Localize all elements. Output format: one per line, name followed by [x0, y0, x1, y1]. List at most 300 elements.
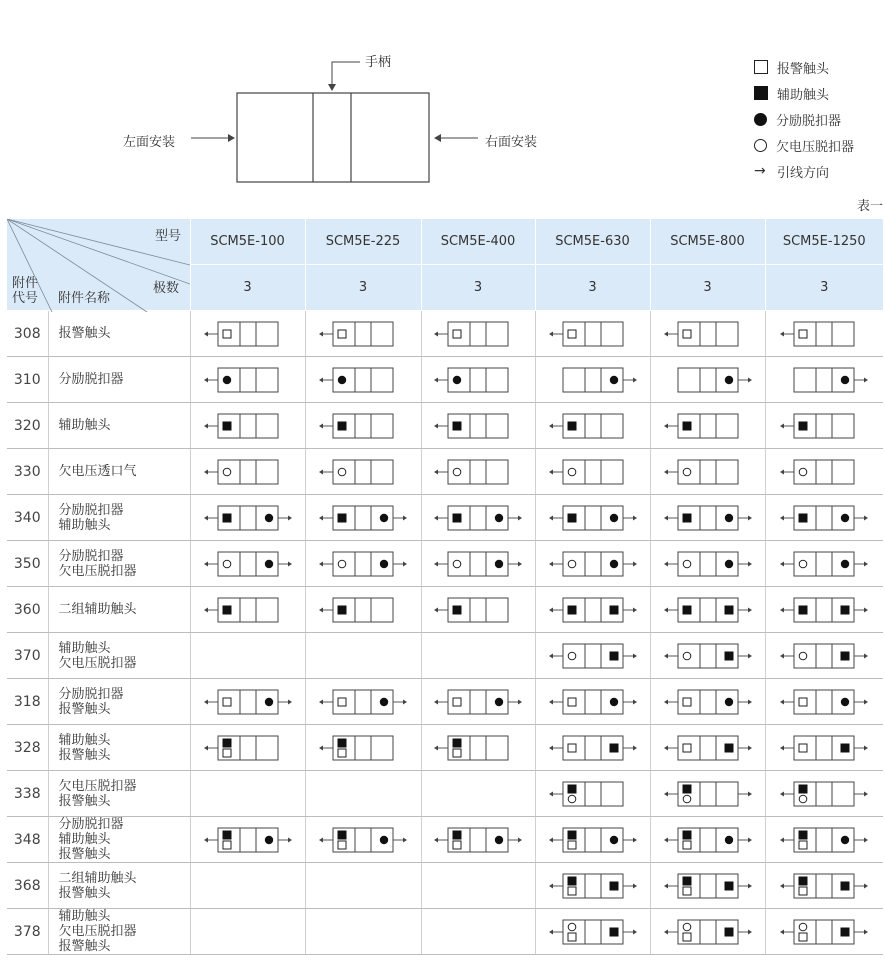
accessory-symbol [778, 412, 870, 440]
accessory-code: 340 [7, 495, 48, 541]
symbol-cell [765, 771, 883, 817]
symbol-cell [765, 495, 883, 541]
accessory-name-line: 分励脱扣器 [58, 502, 124, 518]
accessory-symbol [432, 826, 524, 854]
accessory-name [48, 495, 190, 541]
accessory-name [48, 633, 190, 679]
shunt-release-icon [495, 513, 503, 521]
shunt-release-icon [222, 375, 230, 383]
accessory-symbol [778, 550, 870, 578]
legend-lead-direction [754, 162, 829, 180]
accessory-code: 350 [7, 541, 48, 587]
accessory-name-line: 分励脱扣器 [58, 372, 124, 387]
accessory-name-line: 分励脱扣器 [58, 686, 124, 702]
symbol-cell [305, 587, 421, 633]
symbol-cell [305, 633, 421, 679]
accessory-symbol [202, 366, 294, 394]
model-cell: SCM5E-400 [421, 219, 535, 265]
symbol-cell [535, 541, 650, 587]
symbol-cell [421, 403, 535, 449]
accessory-name [48, 771, 190, 817]
auxiliary-contact-icon [799, 876, 808, 885]
alarm-contact-icon [568, 744, 576, 752]
symbol-cell [305, 357, 421, 403]
accessory-symbol [547, 504, 639, 532]
accessory-name-line: 二组辅助触头 [58, 602, 137, 617]
shunt-release-icon [453, 375, 461, 383]
shunt-release-icon [380, 513, 388, 521]
accessory-code: 328 [7, 725, 48, 771]
symbol-cell [421, 725, 535, 771]
symbol-cell [535, 771, 650, 817]
symbol-cell [305, 449, 421, 495]
shunt-release-icon [609, 835, 617, 843]
symbol-cell [765, 909, 883, 955]
symbol-cell [535, 403, 650, 449]
undervoltage-release-icon [683, 560, 691, 568]
accessory-symbol [778, 734, 870, 762]
accessory-symbol [432, 412, 524, 440]
shunt-release-icon [264, 835, 272, 843]
accessory-name-line: 欠电压脱扣器 [58, 924, 137, 939]
accessory-symbol [662, 320, 754, 348]
accessory-name [48, 587, 190, 633]
auxiliary-contact-icon [222, 738, 231, 747]
accessory-symbol [202, 504, 294, 532]
table-row [7, 541, 883, 587]
symbol-cell [305, 909, 421, 955]
undervoltage-release-icon [683, 468, 691, 476]
accessory-name-line: 报警触头 [58, 939, 111, 954]
symbol-cell [765, 679, 883, 725]
shunt-release-icon [609, 375, 617, 383]
symbol-cell [190, 357, 305, 403]
model-cell: SCM5E-1250 [765, 219, 883, 265]
legend-undervoltage-release [754, 136, 854, 154]
accessory-code: 348 [7, 817, 48, 863]
accessory-symbol [202, 596, 294, 624]
model-cell: SCM5E-225 [305, 219, 421, 265]
accessory-symbol [202, 412, 294, 440]
symbol-cell [535, 587, 650, 633]
accessory-symbol [317, 688, 409, 716]
accessory-name [48, 311, 190, 357]
accessory-symbol [317, 550, 409, 578]
accessory-symbol [317, 458, 409, 486]
accessory-name [48, 403, 190, 449]
auxiliary-contact-icon [338, 605, 347, 614]
undervoltage-release-icon [338, 560, 346, 568]
code-header-label-2: 代号 [12, 291, 39, 306]
accessory-name [48, 449, 190, 495]
poles-cell: 3 [765, 265, 883, 311]
accessory-symbol [432, 734, 524, 762]
handle-label: 手柄 [365, 55, 392, 70]
filled-circle-icon [754, 113, 767, 126]
accessory-name-line: 欠电压脱扣器 [58, 655, 137, 671]
symbol-cell [421, 863, 535, 909]
accessory-symbol [547, 780, 639, 808]
symbol-cell [421, 541, 535, 587]
poles-cell: 3 [650, 265, 765, 311]
accessory-name-line: 报警触头 [58, 847, 111, 862]
symbol-cell [650, 311, 765, 357]
symbol-cell [190, 725, 305, 771]
symbol-cell [765, 817, 883, 863]
table-row [7, 403, 883, 449]
shunt-release-icon [724, 835, 732, 843]
symbol-cell [650, 495, 765, 541]
accessory-name-line: 辅助触头 [58, 909, 111, 924]
auxiliary-contact-icon [609, 881, 618, 890]
accessory-name-line: 辅助触头 [58, 517, 111, 533]
symbol-cell [765, 863, 883, 909]
auxiliary-contact-icon [682, 784, 691, 793]
symbol-cell [305, 817, 421, 863]
accessory-symbol [317, 826, 409, 854]
table-row [7, 909, 883, 955]
arrow-right-icon: → [754, 163, 766, 179]
accessory-symbol [432, 550, 524, 578]
table-row [7, 495, 883, 541]
symbol-cell [650, 863, 765, 909]
accessory-symbol [778, 826, 870, 854]
accessory-code: 370 [7, 633, 48, 679]
auxiliary-contact-icon [567, 421, 576, 430]
shunt-release-icon [724, 375, 732, 383]
model-cell: SCM5E-100 [190, 219, 305, 265]
accessory-symbol [202, 734, 294, 762]
accessory-symbol [432, 596, 524, 624]
symbol-cell [305, 311, 421, 357]
shunt-release-icon [495, 559, 503, 567]
auxiliary-contact-icon [841, 651, 850, 660]
table-label: 表一 [856, 199, 883, 214]
auxiliary-contact-icon [609, 743, 618, 752]
accessory-symbol [662, 872, 754, 900]
accessory-symbol [778, 918, 870, 946]
auxiliary-contact-icon [567, 784, 576, 793]
auxiliary-contact-icon [453, 421, 462, 430]
symbol-cell [190, 909, 305, 955]
alarm-contact-icon [568, 698, 576, 706]
table-row [7, 357, 883, 403]
accessory-symbol [662, 780, 754, 808]
accessory-symbol [432, 366, 524, 394]
symbol-cell [650, 725, 765, 771]
auxiliary-contact-icon [799, 605, 808, 614]
accessory-symbol [662, 458, 754, 486]
alarm-contact-icon [223, 698, 231, 706]
alarm-contact-icon [223, 749, 231, 757]
accessory-symbol [547, 596, 639, 624]
auxiliary-contact-icon [453, 605, 462, 614]
auxiliary-contact-icon [453, 513, 462, 522]
symbol-cell [190, 633, 305, 679]
accessory-symbol [547, 918, 639, 946]
alarm-contact-icon [338, 749, 346, 757]
accessory-name [48, 357, 190, 403]
auxiliary-contact-icon [453, 830, 462, 839]
symbol-cell [190, 541, 305, 587]
symbol-cell [190, 449, 305, 495]
auxiliary-contact-icon [724, 881, 733, 890]
header-corner [7, 219, 190, 311]
auxiliary-contact-icon [222, 605, 231, 614]
accessory-name [48, 863, 190, 909]
symbol-cell [650, 679, 765, 725]
accessory-symbol [202, 550, 294, 578]
accessory-symbol [662, 826, 754, 854]
symbol-cell [421, 495, 535, 541]
accessory-symbol [662, 642, 754, 670]
auxiliary-contact-icon [338, 738, 347, 747]
alarm-contact-icon [799, 698, 807, 706]
alarm-contact-icon [799, 330, 807, 338]
symbol-cell [190, 587, 305, 633]
undervoltage-release-icon [799, 923, 807, 931]
filled-square-icon [754, 86, 768, 100]
legend-label: 分励脱扣器 [776, 113, 842, 129]
symbol-cell [305, 495, 421, 541]
header-row-model [7, 219, 883, 265]
legend-label: 欠电压脱扣器 [776, 139, 855, 155]
auxiliary-contact-icon [567, 605, 576, 614]
symbol-cell [535, 449, 650, 495]
accessory-symbol [432, 688, 524, 716]
alarm-contact-icon [799, 841, 807, 849]
undervoltage-release-icon [568, 795, 576, 803]
shunt-release-icon [841, 697, 849, 705]
poles-header-label: 极数 [153, 281, 180, 296]
shunt-release-icon [609, 559, 617, 567]
breaker-outline [237, 93, 429, 182]
shunt-release-icon [724, 513, 732, 521]
accessory-symbol [547, 642, 639, 670]
symbol-cell [650, 587, 765, 633]
accessory-symbol [547, 412, 639, 440]
auxiliary-contact-icon [682, 421, 691, 430]
accessory-symbol [432, 458, 524, 486]
auxiliary-contact-icon [609, 927, 618, 936]
shunt-release-icon [495, 697, 503, 705]
accessory-code: 308 [7, 311, 48, 357]
accessory-name-line: 二组辅助触头 [58, 870, 137, 886]
symbol-cell [535, 357, 650, 403]
symbol-cell [650, 403, 765, 449]
shunt-release-icon [264, 513, 272, 521]
alarm-contact-icon [338, 841, 346, 849]
symbol-cell [421, 587, 535, 633]
accessory-name-line: 报警触头 [58, 326, 111, 341]
accessory-symbol [317, 504, 409, 532]
accessory-symbol [317, 596, 409, 624]
shunt-release-icon [380, 559, 388, 567]
alarm-contact-icon [338, 330, 346, 338]
undervoltage-release-icon [223, 468, 231, 476]
shunt-release-icon [264, 697, 272, 705]
handle-arrow-head [328, 84, 336, 91]
auxiliary-contact-icon [799, 830, 808, 839]
shunt-release-icon [724, 559, 732, 567]
symbol-cell [190, 679, 305, 725]
accessory-symbol [778, 780, 870, 808]
undervoltage-release-icon [568, 652, 576, 660]
auxiliary-contact-icon [567, 876, 576, 885]
shunt-release-icon [609, 513, 617, 521]
shunt-release-icon [841, 835, 849, 843]
accessory-symbol [778, 504, 870, 532]
auxiliary-contact-icon [682, 513, 691, 522]
alarm-contact-icon [453, 841, 461, 849]
undervoltage-release-icon [799, 468, 807, 476]
symbol-cell [765, 633, 883, 679]
accessory-symbol [317, 366, 409, 394]
accessory-table [7, 219, 883, 955]
alarm-contact-icon [568, 933, 576, 941]
poles-cell: 3 [421, 265, 535, 311]
auxiliary-contact-icon [724, 927, 733, 936]
symbol-cell [765, 357, 883, 403]
auxiliary-contact-icon [841, 605, 850, 614]
alarm-contact-icon [568, 887, 576, 895]
accessory-symbol [778, 872, 870, 900]
symbol-cell [765, 449, 883, 495]
accessory-symbol [662, 366, 754, 394]
legend-auxiliary-contact [754, 84, 829, 102]
model-header-label: 型号 [155, 229, 182, 244]
auxiliary-contact-icon [222, 421, 231, 430]
accessory-symbol [317, 734, 409, 762]
accessory-name [48, 679, 190, 725]
accessory-name-line: 报警触头 [58, 701, 111, 717]
accessory-name [48, 725, 190, 771]
symbol-cell [650, 541, 765, 587]
shunt-release-icon [724, 697, 732, 705]
shunt-release-icon [495, 835, 503, 843]
model-cell: SCM5E-630 [535, 219, 650, 265]
auxiliary-contact-icon [682, 605, 691, 614]
auxiliary-contact-icon [799, 513, 808, 522]
undervoltage-release-icon [568, 468, 576, 476]
accessory-symbol [547, 826, 639, 854]
right-arrow-head [434, 134, 441, 142]
auxiliary-contact-icon [724, 605, 733, 614]
auxiliary-contact-icon [841, 881, 850, 890]
accessory-symbol [662, 734, 754, 762]
symbol-cell [305, 725, 421, 771]
accessory-code: 310 [7, 357, 48, 403]
accessory-name-line: 辅助触头 [58, 640, 111, 656]
undervoltage-release-icon [683, 652, 691, 660]
symbol-cell [190, 311, 305, 357]
auxiliary-contact-icon [724, 651, 733, 660]
auxiliary-contact-icon [841, 743, 850, 752]
alarm-contact-icon [338, 698, 346, 706]
open-circle-icon [754, 139, 767, 152]
accessory-symbol [778, 320, 870, 348]
accessory-symbol [202, 688, 294, 716]
shunt-release-icon [380, 697, 388, 705]
table-row [7, 679, 883, 725]
symbol-cell [650, 817, 765, 863]
accessory-symbol [202, 320, 294, 348]
alarm-contact-icon [453, 698, 461, 706]
accessory-code: 368 [7, 863, 48, 909]
undervoltage-release-icon [683, 923, 691, 931]
auxiliary-contact-icon [682, 876, 691, 885]
auxiliary-contact-icon [724, 743, 733, 752]
symbol-cell [765, 311, 883, 357]
legend-label: 辅助触头 [777, 87, 830, 103]
accessory-symbol [778, 688, 870, 716]
symbol-cell [190, 817, 305, 863]
auxiliary-contact-icon [841, 927, 850, 936]
accessory-name-line: 报警触头 [58, 885, 111, 901]
symbol-cell [305, 771, 421, 817]
symbol-cell [421, 771, 535, 817]
alarm-contact-icon [683, 698, 691, 706]
undervoltage-release-icon [223, 560, 231, 568]
accessory-symbol [317, 412, 409, 440]
symbol-cell [535, 495, 650, 541]
accessory-name [48, 541, 190, 587]
symbol-cell [535, 679, 650, 725]
accessory-symbol [202, 458, 294, 486]
accessory-symbol [778, 642, 870, 670]
symbol-cell [421, 357, 535, 403]
undervoltage-release-icon [568, 560, 576, 568]
symbol-cell [190, 403, 305, 449]
auxiliary-contact-icon [567, 830, 576, 839]
poles-cell: 3 [535, 265, 650, 311]
undervoltage-release-icon [683, 795, 691, 803]
accessory-symbol [547, 872, 639, 900]
accessory-symbol [547, 688, 639, 716]
shunt-release-icon [841, 375, 849, 383]
accessory-code: 318 [7, 679, 48, 725]
symbol-cell [421, 449, 535, 495]
accessory-code: 320 [7, 403, 48, 449]
alarm-contact-icon [799, 933, 807, 941]
accessory-name [48, 817, 190, 863]
alarm-contact-icon [453, 330, 461, 338]
shunt-release-icon [380, 835, 388, 843]
auxiliary-contact-icon [338, 421, 347, 430]
symbol-cell [535, 725, 650, 771]
left-mount-label: 左面安装 [123, 135, 176, 150]
accessory-symbol [317, 320, 409, 348]
symbol-cell [305, 541, 421, 587]
undervoltage-release-icon [453, 560, 461, 568]
alarm-contact-icon [223, 330, 231, 338]
symbol-cell [535, 909, 650, 955]
symbol-cell [765, 403, 883, 449]
undervoltage-release-icon [799, 795, 807, 803]
alarm-contact-icon [453, 749, 461, 757]
accessory-name-line: 分励脱扣器 [58, 817, 124, 832]
accessory-symbol [432, 504, 524, 532]
accessory-name-line: 欠电压透口气 [58, 464, 137, 479]
symbol-cell [535, 817, 650, 863]
legend-label: 引线方向 [777, 165, 830, 181]
symbol-cell [421, 817, 535, 863]
undervoltage-release-icon [338, 468, 346, 476]
auxiliary-contact-icon [453, 738, 462, 747]
accessory-symbol [202, 826, 294, 854]
auxiliary-contact-icon [222, 513, 231, 522]
auxiliary-contact-icon [338, 830, 347, 839]
